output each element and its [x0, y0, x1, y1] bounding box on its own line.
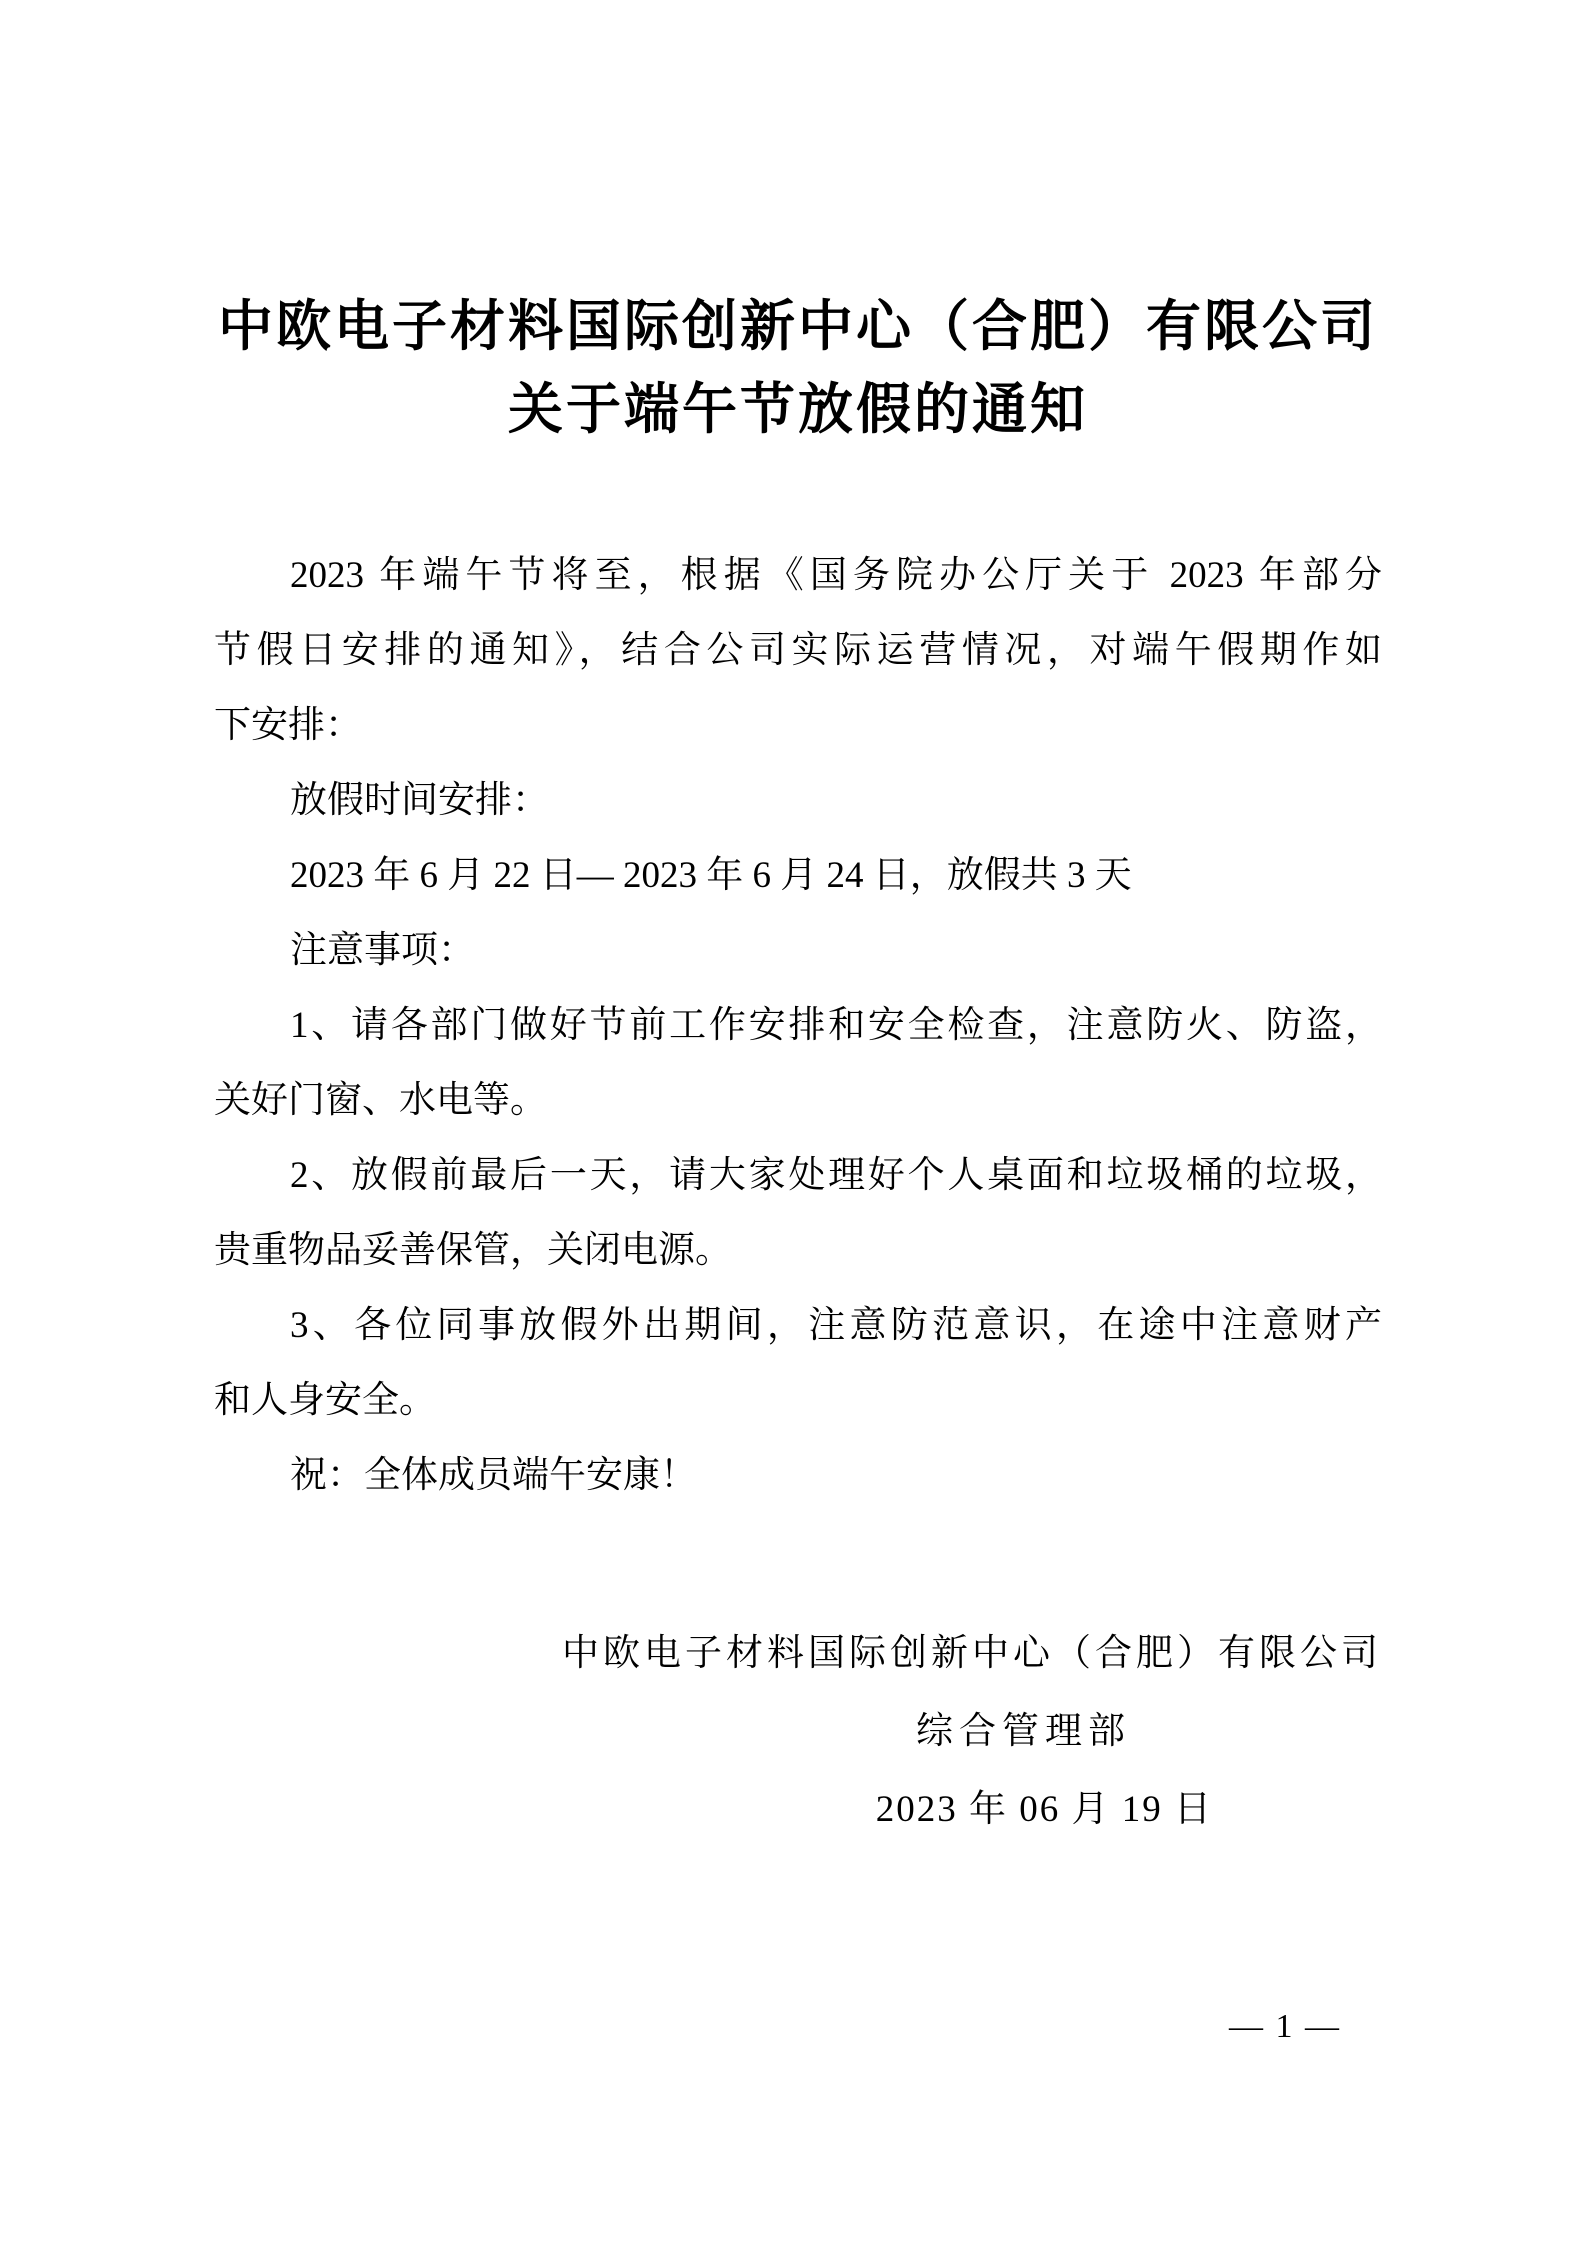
body-line: 下安排：	[214, 705, 362, 746]
body-line: 祝：全体成员端午安康！	[290, 1455, 697, 1496]
body-line: 1、请各部门做好节前工作安排和安全检查，注意防火、防盗，	[290, 1005, 1382, 1046]
signature-department: 综合管理部	[916, 1711, 1131, 1752]
body-line: 2023 年端午节将至，根据《国务院办公厅关于 2023 年部分	[290, 555, 1382, 596]
notice-title-line-2: 关于端午节放假的通知	[507, 378, 1088, 440]
body-line: 节假日安排的通知》，结合公司实际运营情况，对端午假期作如	[214, 630, 1382, 671]
notice-body	[214, 538, 1382, 1513]
notice-title	[214, 285, 1382, 451]
body-line: 3、各位同事放假外出期间，注意防范意识，在途中注意财产	[290, 1305, 1382, 1346]
body-line: 和人身安全。	[214, 1380, 436, 1421]
signature-block	[214, 1615, 1382, 1849]
body-line: 2、放假前最后一天，请大家处理好个人桌面和垃圾桶的垃圾，	[290, 1155, 1382, 1196]
body-line: 放假时间安排：	[290, 780, 549, 821]
page-number: — 1 —	[1229, 2008, 1341, 2045]
body-line: 关好门窗、水电等。	[214, 1080, 547, 1121]
body-line: 注意事项：	[290, 930, 475, 971]
body-line: 贵重物品妥善保管，关闭电源。	[214, 1230, 732, 1271]
signature-date: 2023 年 06 月 19 日	[875, 1789, 1213, 1830]
signature-company: 中欧电子材料国际创新中心（合肥）有限公司	[562, 1633, 1382, 1674]
notice-title-line-1: 中欧电子材料国际创新中心（合肥）有限公司	[217, 295, 1378, 357]
body-line: 2023 年 6 月 22 日— 2023 年 6 月 24 日，放假共 3 天	[290, 855, 1132, 896]
